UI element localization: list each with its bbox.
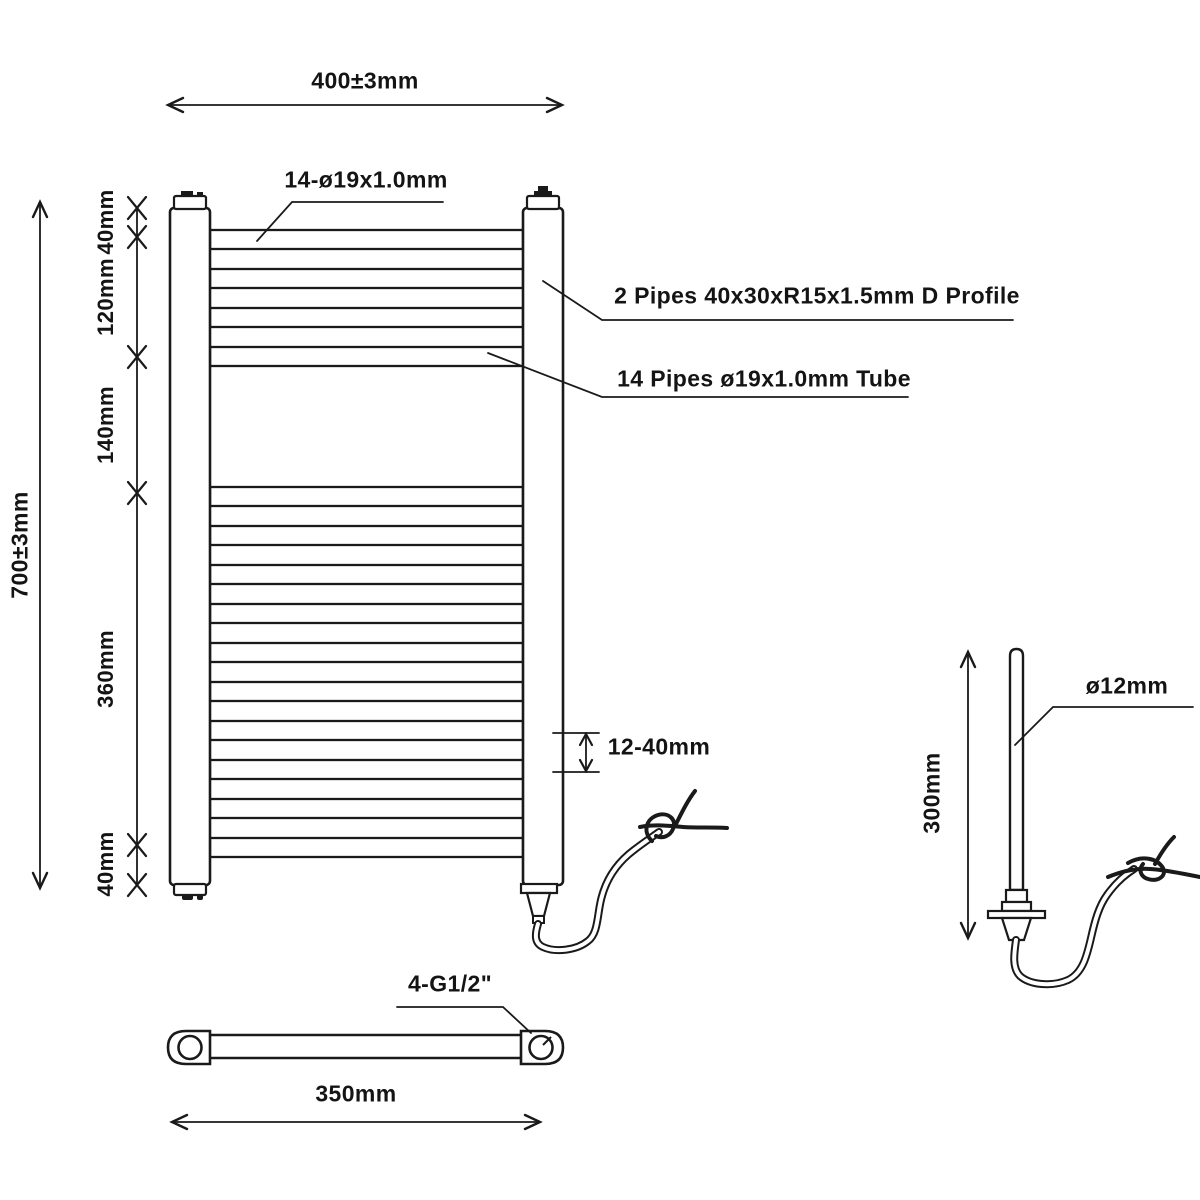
element-collar-1 bbox=[1006, 890, 1027, 902]
tube bbox=[210, 269, 523, 288]
tube bbox=[210, 526, 523, 545]
segment-tick-arrow bbox=[128, 885, 146, 896]
element-cable-core bbox=[1014, 869, 1134, 984]
tube-spacing-label: 12-40mm bbox=[607, 733, 711, 760]
left-rail bbox=[170, 208, 210, 885]
tube bbox=[210, 643, 523, 662]
right-cap-valve-nub bbox=[534, 186, 552, 196]
element-rod bbox=[1010, 649, 1023, 890]
right-rail-top-cap bbox=[527, 196, 559, 209]
centers-dim-label: 350mm bbox=[315, 1080, 397, 1107]
element-fitting-plate bbox=[521, 884, 557, 893]
bottom-view bbox=[168, 1007, 563, 1129]
element-cable-knot bbox=[1108, 837, 1200, 880]
leader-connection bbox=[397, 1007, 531, 1033]
tube-group bbox=[210, 230, 523, 857]
tube bbox=[210, 838, 523, 857]
element-diameter-label: ø12mm bbox=[1085, 672, 1169, 699]
tube bbox=[210, 487, 523, 506]
element-collar-2 bbox=[1002, 902, 1031, 911]
height-dim-label: 700±3mm bbox=[6, 491, 33, 599]
tube bbox=[210, 682, 523, 701]
tube bbox=[210, 565, 523, 584]
tube bbox=[210, 799, 523, 818]
left-foot-pad bbox=[182, 894, 193, 900]
segment-label-120: 120mm bbox=[93, 258, 118, 336]
left-rail-top-cap bbox=[174, 196, 206, 209]
tube bbox=[210, 347, 523, 366]
left-foot-pad-dot bbox=[197, 894, 203, 900]
segment-label-140: 140mm bbox=[93, 386, 118, 464]
tube bbox=[210, 721, 523, 740]
element-fitting-cone bbox=[527, 893, 550, 916]
leader-diameter bbox=[1015, 707, 1193, 745]
left-cap-plug bbox=[181, 191, 193, 197]
tube bbox=[210, 604, 523, 623]
left-rail-foot bbox=[174, 884, 206, 895]
segment-label-40-bottom: 40mm bbox=[93, 831, 118, 897]
segment-label-360: 360mm bbox=[93, 630, 118, 708]
connection-thread-label: 4-G1/2" bbox=[407, 970, 493, 997]
element-length-label: 300mm bbox=[918, 752, 945, 834]
bottom-left-connection-hole bbox=[179, 1036, 202, 1059]
segment-label-40-top: 40mm bbox=[93, 189, 118, 255]
tube bbox=[210, 230, 523, 249]
tube bbox=[210, 760, 523, 779]
right-rail bbox=[523, 208, 563, 885]
tube bbox=[210, 308, 523, 327]
d-profile-label: 2 Pipes 40x30xR15x1.5mm D Profile bbox=[614, 282, 1020, 309]
tube-pipes-label: 14 Pipes ø19x1.0mm Tube bbox=[617, 365, 911, 392]
left-cap-plug-dot bbox=[197, 192, 203, 197]
tube-callout-label: 14-ø19x1.0mm bbox=[284, 166, 448, 193]
width-dim-label: 400±3mm bbox=[311, 67, 419, 94]
